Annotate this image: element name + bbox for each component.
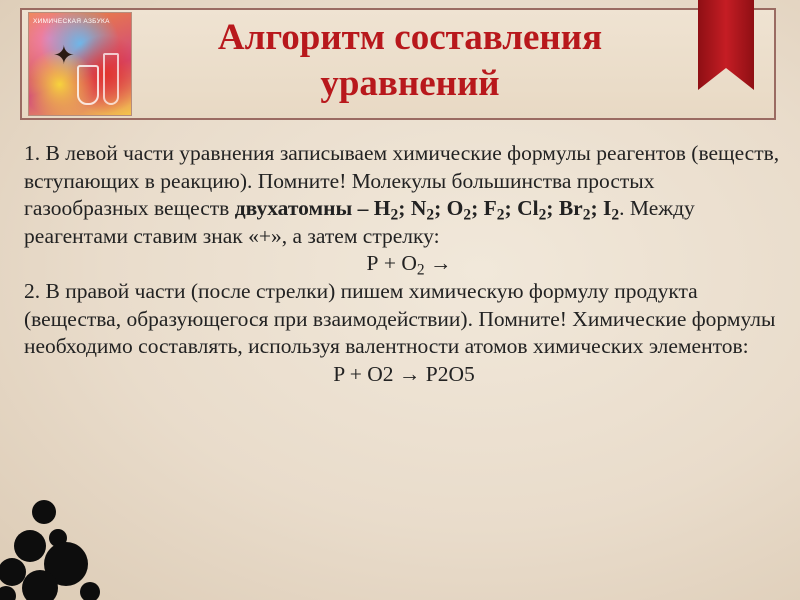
h-subscript: 2 xyxy=(390,206,399,224)
diatomic-label xyxy=(234,196,620,224)
nitrogen-symbol: N xyxy=(410,196,427,221)
fluorine-symbol: F xyxy=(483,196,497,221)
separator: ; xyxy=(471,196,484,221)
title-line-2: уравнений xyxy=(320,63,500,104)
n-subscript: 2 xyxy=(426,206,435,224)
cl-subscript: 2 xyxy=(538,206,547,224)
logo-caption: ХИМИЧЕСКАЯ АЗБУКА xyxy=(33,18,110,25)
br-subscript: 2 xyxy=(582,206,591,224)
oxygen-symbol: O xyxy=(446,196,464,221)
equation-full: P + O2 → P2O5 xyxy=(333,361,475,386)
chemistry-alphabet-logo xyxy=(28,12,132,116)
bromine-symbol: Br xyxy=(558,196,583,221)
eq1-lhs: Р + О xyxy=(366,251,417,276)
content-body xyxy=(24,140,784,388)
o-subscript: 2 xyxy=(463,206,472,224)
separator: ; xyxy=(504,196,518,221)
equation-reactants xyxy=(24,250,784,278)
step-2-paragraph: 2. В правой части (после стрелки) пишем химическую формулу продукта (вещества, образующегося при взаимодействии). Помните! Химические формулы необходимо составлять, используя валентности атомов химических элементов: xyxy=(24,278,776,359)
eq1-o-subscript: 2 xyxy=(416,262,425,280)
separator: ; xyxy=(546,196,559,221)
f-subscript: 2 xyxy=(496,206,505,224)
i-subscript: 2 xyxy=(611,206,620,224)
figure-icon: ✦ xyxy=(53,41,75,71)
diatomic-lead: двухатомны – H xyxy=(234,196,391,221)
page-title xyxy=(150,15,670,107)
step-1-tail: . Между реагентами ставим знак «+», а затем стрелку: xyxy=(24,196,695,248)
step-1-text: 1. В левой части уравнения записываем химические формулы реагентов (веществ, вступающих в реакцию). Помните! Молекулы большинства простых газообразных веществ xyxy=(24,141,780,221)
iodine-symbol: I xyxy=(603,196,612,221)
chlorine-symbol: Cl xyxy=(517,196,539,221)
step-1-paragraph xyxy=(24,140,784,250)
separator: ; xyxy=(590,196,604,221)
flask-icon xyxy=(77,65,99,105)
ink-blots-decoration xyxy=(0,488,110,600)
eq1-arrow: → xyxy=(424,251,452,276)
test-tube-icon xyxy=(103,53,119,105)
bookmark-ribbon-icon xyxy=(698,0,754,90)
separator: ; xyxy=(398,196,411,221)
separator: ; xyxy=(434,196,447,221)
title-line-1: Алгоритм составления xyxy=(217,17,603,58)
